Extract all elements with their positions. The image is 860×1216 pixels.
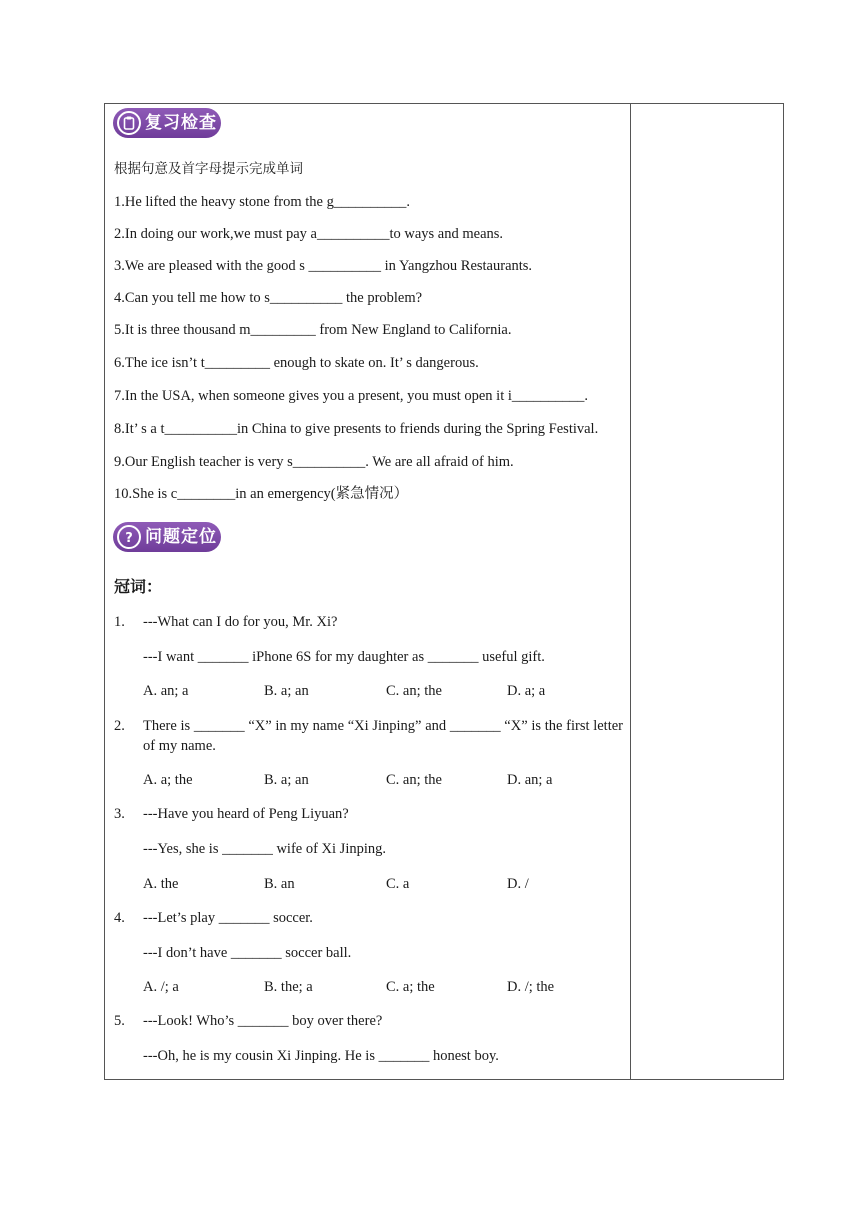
problem-badge-label: 问题定位 <box>145 527 217 547</box>
option-c: C. an; the <box>386 683 442 699</box>
option-c: C. a <box>386 876 410 892</box>
question-line: ---Yes, she is _______ wife of Xi Jinping. <box>143 841 387 857</box>
review-badge <box>113 108 221 138</box>
review-item: 3.We are pleased with the good s __________ in Yangzhou Restaurants. <box>114 258 533 274</box>
option-a: A. /; a <box>143 979 179 995</box>
review-instruction: 根据句意及首字母提示完成单词 <box>114 161 303 177</box>
review-item: 7.In the USA, when someone gives you a present, you must open it i__________. <box>114 388 589 404</box>
option-b: B. a; an <box>264 683 309 699</box>
question-number: 5. <box>114 1013 125 1029</box>
review-item: 9.Our English teacher is very s__________. We are all afraid of him. <box>114 454 514 470</box>
problem-badge <box>113 522 221 552</box>
option-d: D. an; a <box>507 772 553 788</box>
option-b: B. a; an <box>264 772 309 788</box>
option-b: B. the; a <box>264 979 313 995</box>
option-a: A. a; the <box>143 772 193 788</box>
column-divider <box>630 103 631 1080</box>
question-number: 1. <box>114 614 125 630</box>
option-a: A. an; a <box>143 683 189 699</box>
option-b: B. an <box>264 876 295 892</box>
review-item: 10.She is c________in an emergency(紧急情况） <box>114 486 409 502</box>
option-a: A. the <box>143 876 179 892</box>
clipboard-icon <box>117 111 141 135</box>
option-d: D. a; a <box>507 683 546 699</box>
svg-text:?: ? <box>125 531 133 545</box>
question-line: ---What can I do for you, Mr. Xi? <box>143 614 338 630</box>
question-icon <box>117 525 141 549</box>
option-d: D. /; the <box>507 979 555 995</box>
question-number: 4. <box>114 910 125 926</box>
question-number: 3. <box>114 806 125 822</box>
worksheet-table <box>104 103 784 1080</box>
question-line: ---Let’s play _______ soccer. <box>143 910 313 926</box>
option-c: C. an; the <box>386 772 442 788</box>
review-item: 5.It is three thousand m_________ from New England to California. <box>114 322 512 338</box>
review-item: 1.He lifted the heavy stone from the g__________. <box>114 194 410 210</box>
review-item: 6.The ice isn’t t_________ enough to skate on. It’ s dangerous. <box>114 355 479 371</box>
question-line: ---I want _______ iPhone 6S for my daughter as _______ useful gift. <box>143 649 545 665</box>
question-line: ---Have you heard of Peng Liyuan? <box>143 806 349 822</box>
question-line: ---Look! Who’s _______ boy over there? <box>143 1013 383 1029</box>
review-badge-label: 复习检查 <box>145 113 217 133</box>
review-item: 2.In doing our work,we must pay a__________to ways and means. <box>114 226 504 242</box>
question-line: ---I don’t have _______ soccer ball. <box>143 945 352 961</box>
option-c: C. a; the <box>386 979 435 995</box>
question-line: ---Oh, he is my cousin Xi Jinping. He is _______ honest boy. <box>143 1048 499 1064</box>
question-number: 2. <box>114 718 125 734</box>
question-line: There is _______ “X” in my name “Xi Jinping” and _______ “X” is the first letter of my name. <box>143 718 623 754</box>
review-item: 8.It’ s a t__________in China to give presents to friends during the Spring Festival. <box>114 421 599 437</box>
option-d: D. / <box>507 876 529 892</box>
review-item: 4.Can you tell me how to s__________ the problem? <box>114 290 423 306</box>
section-title: 冠词： <box>114 577 163 596</box>
